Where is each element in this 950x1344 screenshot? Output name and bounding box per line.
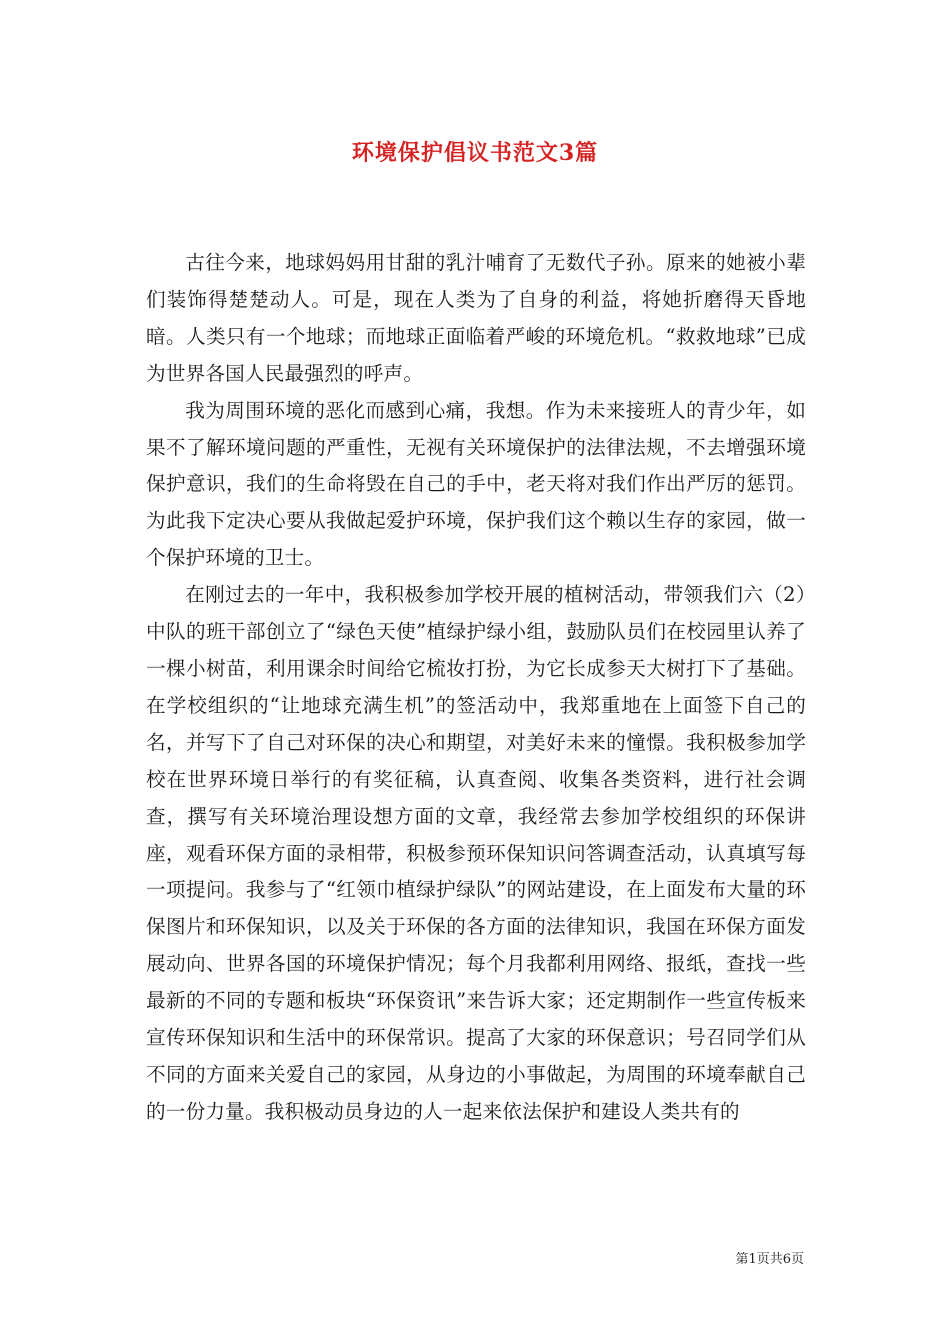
paragraph-1: 古往今来，地球妈妈用甘甜的乳汁哺育了无数代子孙。原来的她被小辈们装饰得楚楚动人。可是，现在人类为了自身的利益，将她折磨得天昏地暗。人类只有一个地球；而地球正面临着严峻的环境危机。“救救地球”已成为世界各国人民最强烈的呼声。 xyxy=(146,251,806,385)
document-title: 环境保护倡议书范文3篇 xyxy=(351,140,599,166)
document-body xyxy=(146,245,806,1131)
paragraph-2: 我为周围环境的恶化而感到心痛，我想。作为未来接班人的青少年，如果不了解环境问题的严重性，无视有关环境保护的法律法规，不去增强环境保护意识，我们的生命将毁在自己的手中，老天将对我们作出严厉的惩罚。为此我下定决心要从我做起爱护环境，保护我们这个赖以生存的家园，做一个保护环境的卫士。 xyxy=(146,398,806,570)
page-number: 第1页共6页 xyxy=(735,1252,804,1267)
paragraph-3: 在刚过去的一年中，我积极参加学校开展的植树活动，带领我们六（2）中队的班干部创立了“绿色天使”植绿护绿小组，鼓励队员们在校园里认养了一棵小树苗，利用课余时间给它梳妆打扮，为它长成参天大树打下了基础。在学校组织的“让地球充满生机”的签活动中，我郑重地在上面签下自己的名，并写下了自己对环保的决心和期望，对美好未来的憧憬。我积极参加学校在世界环境日举行的有奖征稿，认真查阅、收集各类资料，进行社会调查，撰写有关环境治理设想方面的文章，我经常去参加学校组织的环保讲座，观看环保方面的录相带，积极参预环保知识问答调查活动，认真填写每一项提问。我参与了“红领巾植绿护绿队”的网站建设，在上面发布大量的环保图片和环保知识，以及关于环保的各方面的法律知识，我国在环保方面发展动向、世界各国的环境保护情况；每个月我都利用网络、报纸，查找一些最新的不同的专题和板块“环保资讯”来告诉大家；还定期制作一些宣传板来宣传环保知识和生活中的环保常识。提高了大家的环保意识；号召同学们从不同的方面来关爱自己的家园，从身边的小事做起，为周围的环境奉献自己的一份力量。我积极动员身边的人一起来依法保护和建设人类共有的 xyxy=(146,583,806,1123)
